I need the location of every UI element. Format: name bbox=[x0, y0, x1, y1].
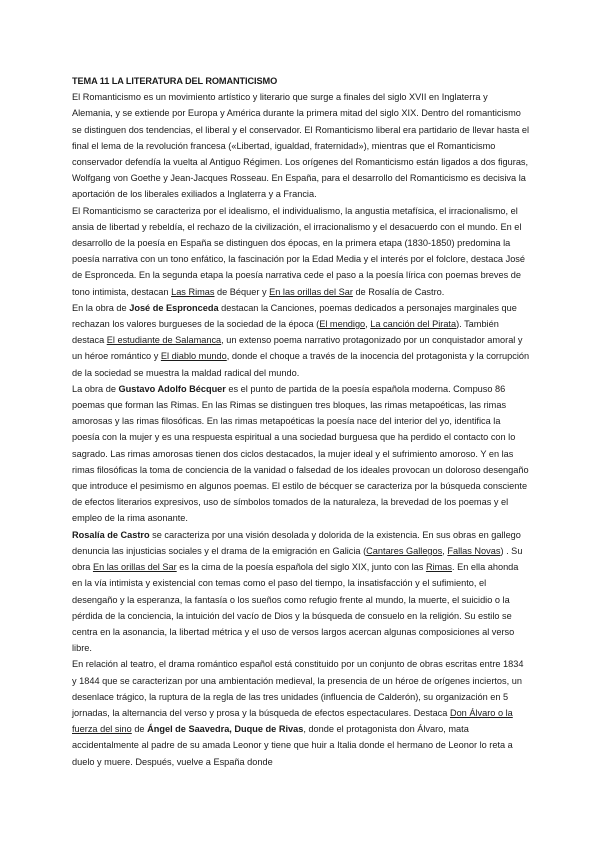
document-page bbox=[72, 73, 530, 770]
paragraph-becquer: La obra de Gustavo Adolfo Bécquer es el punto de partida de la poesía española moderna. Compuso 86 poemas que forman las Rimas. En las Rimas se distinguen tres bloques, las rimas metapoéticas, las rimas amorosas y las rimas filosóficas. En las rimas metapoéticas la poesía nace del interior del yo, identifica la poesía con la mujer y es una respuesta espiritual a una sociedad burguesa que ha perdido el contacto con lo sagrado. Las rimas amorosas tienen dos ciclos destacados, la mujer ideal y el sufrimiento amoroso. Y en las rimas filosóficas la toma de conciencia de la vanidad o falsedad de los ideales provocan un doloroso desengaño que introduce el pesimismo en algunos poemas. El estilo de bécquer se caracteriza por la búsqueda consciente de efectos literarios expresivos, uso de símbolos tomados de la naturaleza, la brevedad de los poemas y el empleo de la rima asonante. bbox=[72, 383, 529, 524]
author-name: Ángel de Saavedra, Duque de Rivas bbox=[147, 724, 304, 735]
paragraph-origins: El Romanticismo es un movimiento artístico y literario que surge a finales del siglo XVII en Inglaterra y Alemania, y se extiende por Europa y América durante la primera mitad del siglo XIX. Dentro del romanticismo se distinguen dos tendencias, el liberal y el conservador. El Romanticismo liberal era partidario de llevar hasta el final el lema de la revolución francesa («Libertad, igualdad, fraternidad»), mientras que el Romanticismo conservador defendía la vuelta al Antiguo Régimen. Los orígenes del Romanticismo están ligados a dos figuras, Wolfgang von Goethe y Jean-Jacques Rosseau. En España, para el desarrollo del Romanticismo es decisiva la aportación de los liberales exiliados a Inglaterra y a Francia. bbox=[72, 92, 530, 200]
work-title: En las orillas del Sar bbox=[92, 562, 177, 573]
work-title: Las Rimas bbox=[171, 286, 215, 297]
paragraph-characteristics: El Romanticismo se caracteriza por el idealismo, el individualismo, la angustia metafísica, el irracionalismo, el ansia de libertad y rebeldía, el rechazo de la civilización, el irracionalismo y el desacuerdo con el mundo. En el desarrollo de la poesía en España se distinguen dos épocas, en la primera etapa (1830-1850) predomina la poesía narrativa con un tono enfático, la fascinación por la Edad Media y el interés por el folclore, destaca José de Espronceda. En la segunda etapa la poesía narrativa cede el paso a la poesía lírica con poemas breves de tono intimista, destacan Las Rimas de Béquer y En las orillas del Sar de Rosalía de Castro. bbox=[72, 205, 526, 297]
paragraph-theatre: En relación al teatro, el drama romántico español está constituido por un conjunto de obras escritas entre 1834 y 1844 que se caracterizan por una ambientación medieval, la presencia de un héroe de orígenes inciertos, un desenlace trágico, la ruptura de la regla de las tres unidades (influencia de Calderón), su organización en 5 jornadas, la alternancia del verso y prosa y la búsqueda de efectos espectaculares. Destaca Don Álvaro o la fuerza del sino de Ángel de Saavedra, Duque de Rivas, donde el protagonista don Álvaro, mata accidentalmente al padre de su amada Leonor y tiene que huir a Italia donde el hermano de Leonor lo reta a duelo y muere. Después, vuelve a España donde bbox=[72, 659, 524, 767]
paragraph-espronceda: En la obra de José de Espronceda destacan la Canciones, poemas dedicados a personajes marginales que rechazan los valores burgueses de la sociedad de la época (El mendigo, La canción del Pirata). También destaca El estudiante de Salamanca, un extenso poema narrativo protagonizado por un conquistador amoral y un héroe romántico y El diablo mundo, donde el choque a través de la inocencia del protagonista y la corrupción de la sociedad se muestra la maldad radical del mundo. bbox=[72, 302, 530, 378]
work-title: Don Álvaro o la fuerza del sino bbox=[72, 707, 513, 735]
work-title: El diablo mundo bbox=[160, 351, 227, 362]
paragraph-rosalia: Rosalía de Castro se caracteriza por una visión desolada y dolorida de la existencia. En sus obras en gallego denuncia las injusticias sociales y el drama de la emigración en Galicia (Cantares Gallegos, Fallas Novas) . Su obra En las orillas del Sar es la cima de la poesía española del siglo XIX, junto con las Rimas. En ella ahonda en la vía intimista y existencial con temas como el paso del tiempo, la insatisfacción y el sufimiento, el desengaño y la esperanza, la fantasía o los sueños como refugio frente al mundo, la muerte, el suicidio o la pérdida de la conciencia, la intuición del vacío de Dios y la búsqueda de consuelo en la religión. Su estilo se centra en la asonancia, la libertad métrica y el uso de versos largos acercan algunas composiciones al verso libre. bbox=[72, 529, 523, 654]
document-title: TEMA 11 LA LITERATURA DEL ROMANTICISMO bbox=[72, 76, 278, 86]
author-name: José de Espronceda bbox=[129, 302, 219, 313]
work-title: Cantares Gallegos bbox=[366, 545, 443, 556]
work-title: El estudiante de Salamanca bbox=[106, 335, 222, 346]
work-title: Rimas bbox=[425, 562, 452, 573]
work-title: La canción del Pirata bbox=[370, 319, 457, 330]
author-name: Rosalía de Castro bbox=[72, 529, 150, 540]
work-title: En las orillas del Sar bbox=[269, 286, 353, 297]
work-title: Fallas Novas bbox=[447, 545, 501, 556]
work-title: El mendigo bbox=[319, 319, 366, 330]
author-name: Gustavo Adolfo Bécquer bbox=[118, 383, 226, 394]
